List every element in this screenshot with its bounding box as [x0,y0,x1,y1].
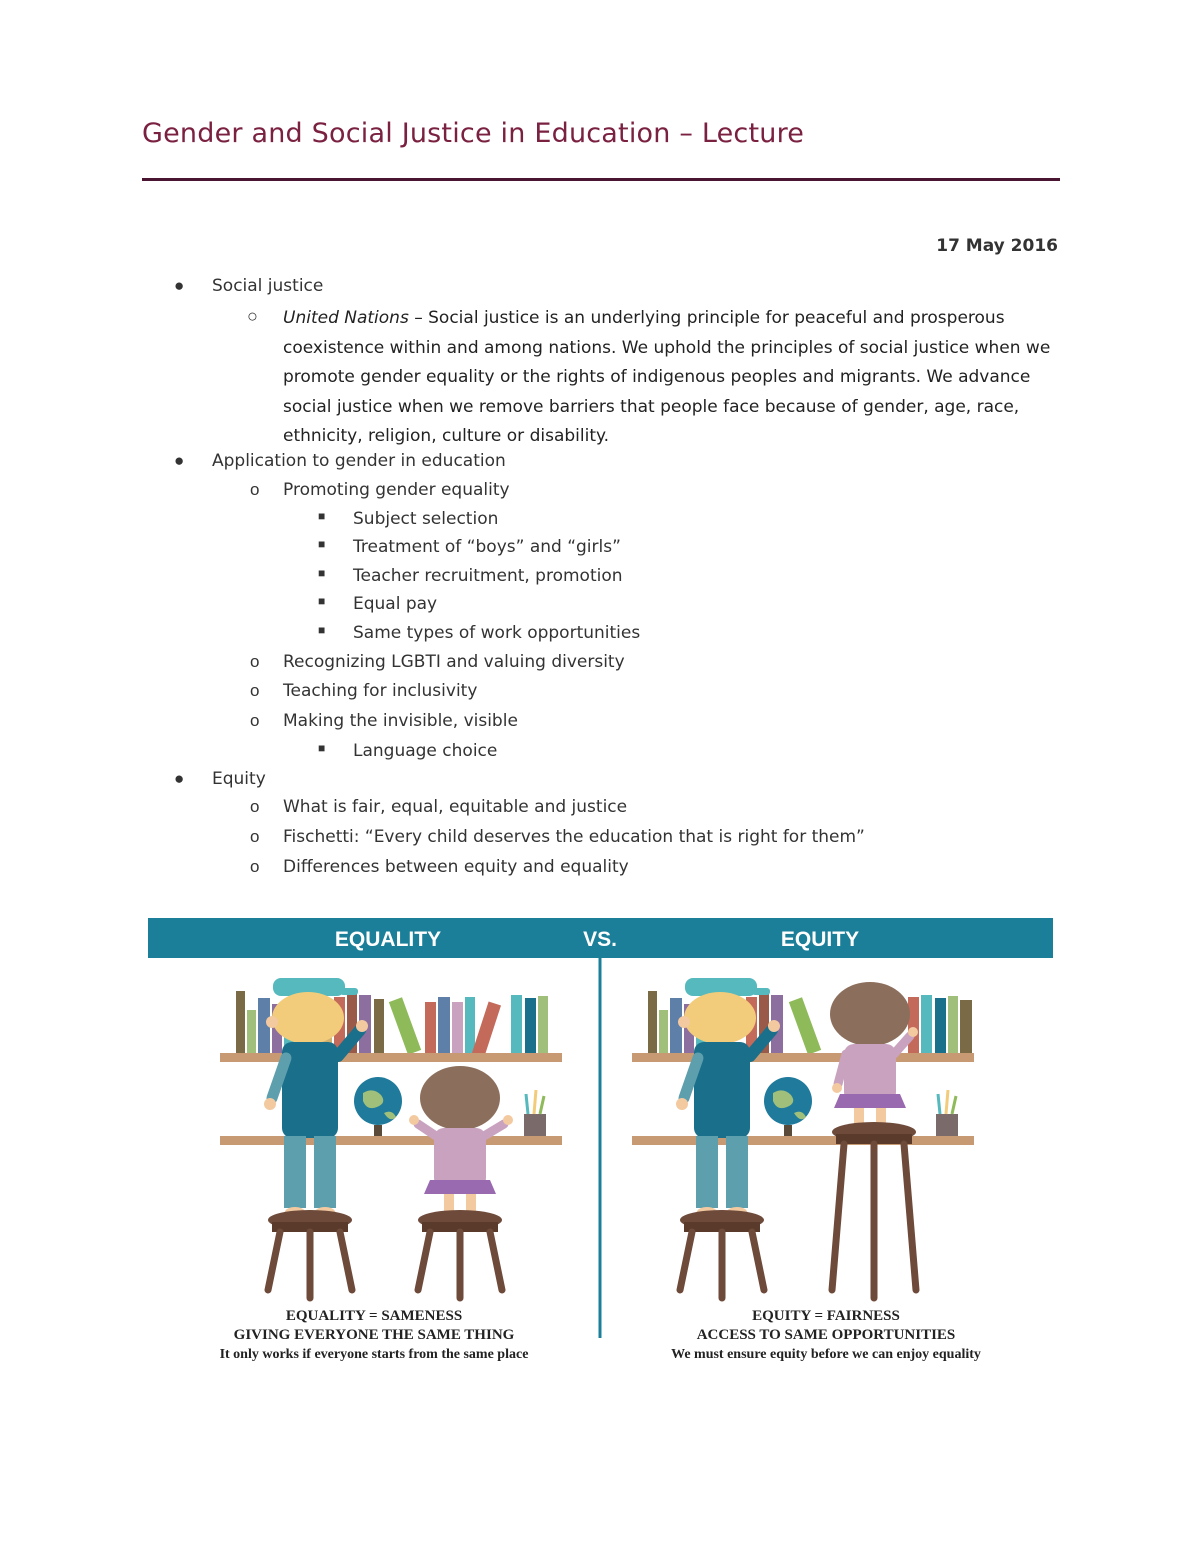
equality-caption-heading: EQUALITY = SAMENESS [285,1308,463,1324]
shelf-board [632,1053,974,1062]
banner-equity-label: EQUITY [780,928,860,951]
equity-scene [632,978,974,1298]
outline-subitem: Same types of work opportunities [353,623,641,643]
bullet-o-icon: o [250,652,260,671]
book-icon [908,997,919,1053]
book-icon [525,998,536,1053]
outline-item-inclusivity: Teaching for inclusivity [283,681,478,701]
stool-right [418,1210,502,1298]
book-icon [247,1010,256,1053]
stool-tall [832,1122,916,1298]
outline-subitem: Teacher recruitment, promotion [353,566,623,586]
equity-caption-heading: EQUITY = FAIRNESS [752,1308,900,1324]
banner-vs-label: VS. [583,928,617,951]
equality-vs-equity-infographic [148,918,1053,1378]
outline-subitem: Language choice [353,741,498,761]
book-icon [452,1002,463,1053]
bullet-o-icon: o [250,827,260,846]
bullet-o-icon: o [250,681,260,700]
shelf-board [220,1136,562,1145]
un-dash: – [408,308,429,328]
bullet-circle-icon: ○ [247,306,258,326]
bullet-square-icon: ■ [318,594,326,608]
outline-item-social-justice: Social justice [212,276,324,296]
outline-item-application: Application to gender in education [212,451,506,471]
equity-caption-subheading: ACCESS TO SAME OPPORTUNITIES [696,1327,956,1343]
book-icon [472,1001,501,1056]
book-icon [511,995,522,1053]
book-icon [438,997,450,1053]
outline-subitem: Subject selection [353,509,499,529]
outline-subitem: Treatment of “boys” and “girls” [353,537,621,557]
banner-equality-label: EQUALITY [334,928,442,951]
book-icon [948,996,958,1053]
book-icon [960,1000,972,1053]
bullet-o-icon: o [250,857,260,876]
book-icon [538,996,548,1053]
bullet-square-icon: ■ [318,741,326,755]
bullet-disc-icon: ● [174,451,185,470]
bullet-square-icon: ■ [318,509,326,523]
outline-item-invisible: Making the invisible, visible [283,711,518,731]
equality-scene [220,978,562,1298]
title-divider [142,178,1060,181]
outline-subitem: Fischetti: “Every child deserves the education that is right for them” [283,827,865,847]
book-icon [659,1010,668,1053]
book-icon [374,999,384,1053]
un-source: United Nations [283,308,409,328]
bullet-square-icon: ■ [318,537,326,551]
bullet-disc-icon: ● [174,769,185,788]
outline-item-equity: Equity [212,769,266,789]
un-quote-paragraph [283,304,1063,452]
bullet-o-icon: o [250,797,260,816]
book-icon [389,997,421,1054]
shelf-board [220,1053,562,1062]
stool-left [268,1210,352,1298]
outline-item-promoting: Promoting gender equality [283,480,510,500]
outline-subitem: Differences between equity and equality [283,857,629,877]
book-icon [789,997,821,1054]
equity-caption-note: We must ensure equity before we can enjoy equality [671,1347,981,1362]
book-icon [236,991,245,1053]
un-quote-text: Social justice is an underlying principle for peaceful and prosperous coexistence within and among nations. We uphold the principles of social justice when we promote gender equality or the rights of indigenous peoples and migrants. We advance social justice when we remove barriers that people face because of gender, age, race, ethnicity, religion, culture or disability. [283,308,1051,446]
equality-caption-note: It only works if everyone starts from the same place [219,1347,529,1362]
bullet-square-icon: ■ [318,566,326,580]
outline-item-lgbti: Recognizing LGBTI and valuing diversity [283,652,625,672]
book-icon [921,995,932,1053]
pencil-cup-icon [936,1114,958,1138]
bullet-o-icon: o [250,711,260,730]
equality-caption-subheading: GIVING EVERYONE THE SAME THING [233,1327,515,1343]
pencil-cup-icon [524,1114,546,1138]
book-icon [648,991,657,1053]
page-title: Gender and Social Justice in Education – Lecture [142,118,805,149]
bullet-square-icon: ■ [318,623,326,637]
book-icon [425,1002,436,1053]
lecture-date: 17 May 2016 [936,236,1058,256]
book-icon [935,998,946,1053]
book-icon [465,997,475,1053]
bullet-o-icon: o [250,480,260,499]
shelf-board [632,1136,974,1145]
outline-subitem: What is fair, equal, equitable and justice [283,797,628,817]
outline-subitem: Equal pay [353,594,438,614]
bullet-disc-icon: ● [174,276,185,295]
stool-short [680,1210,764,1298]
